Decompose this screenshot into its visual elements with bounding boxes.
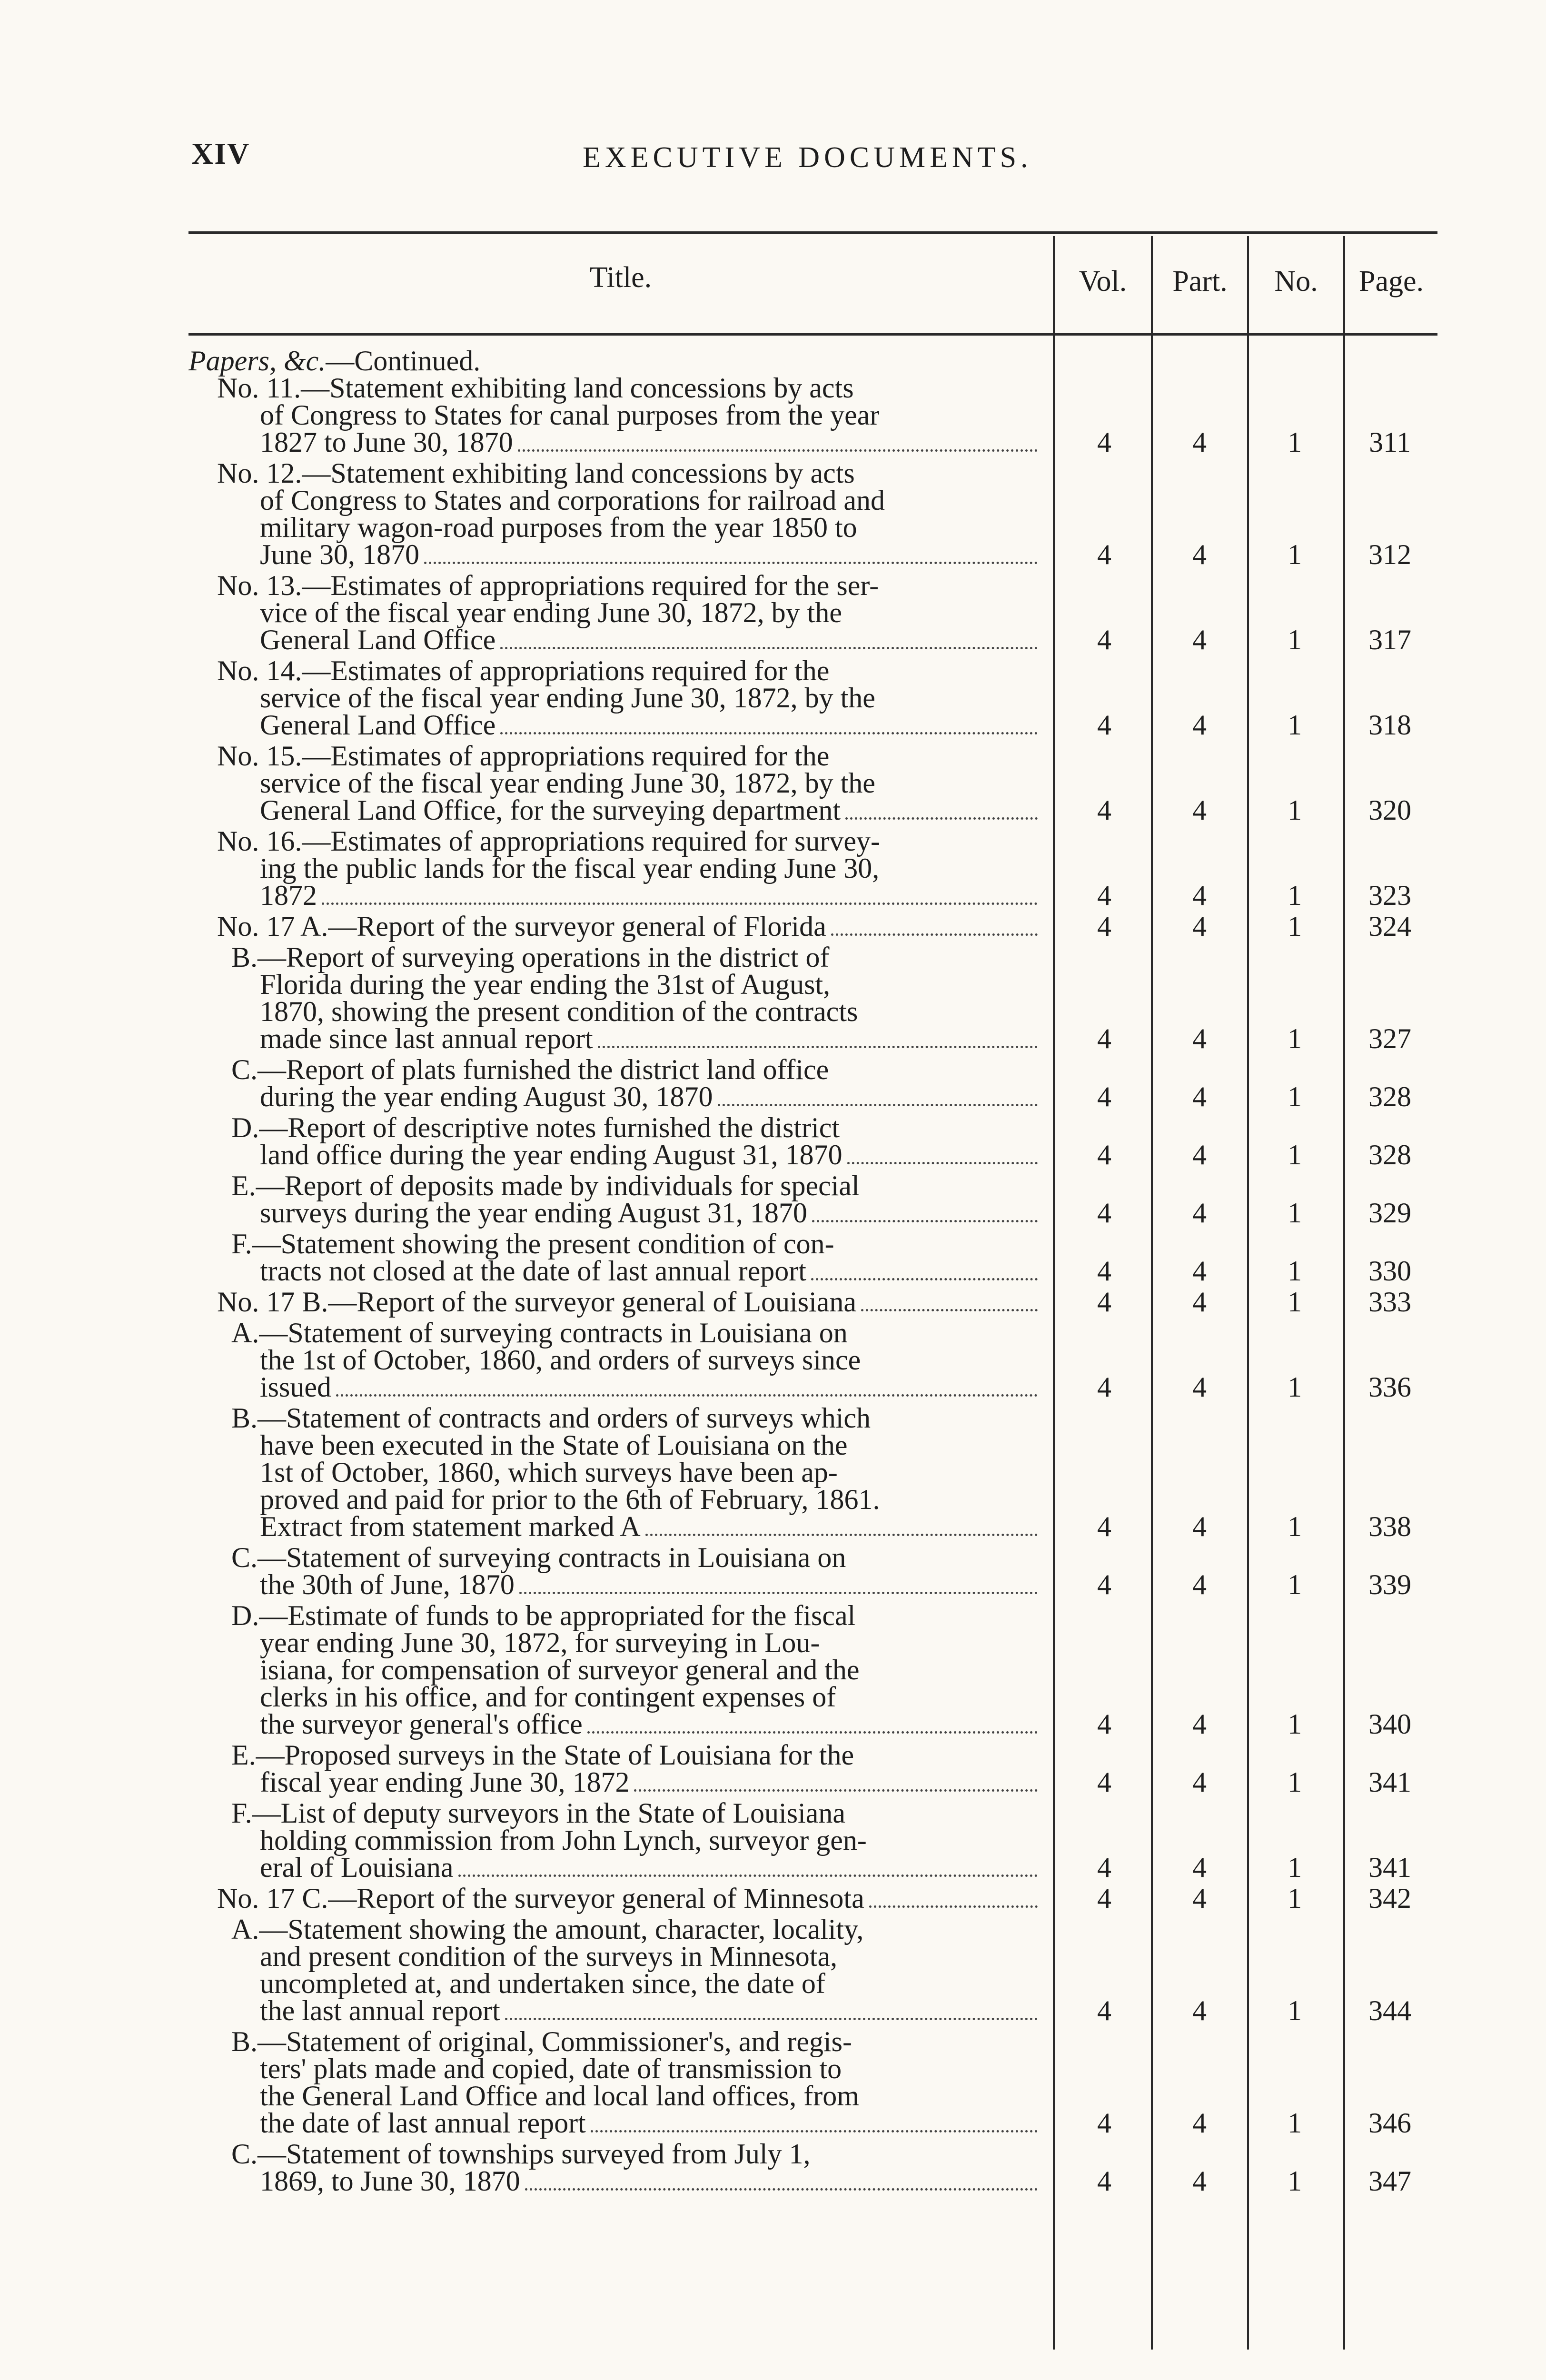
entry-title <box>188 1056 1040 1111</box>
entry-last-line <box>188 2107 1040 2139</box>
table-row <box>188 572 1437 654</box>
entry-title <box>188 1114 1040 1169</box>
cell-page: 341 <box>1368 1766 1411 1798</box>
entry-title <box>188 1544 1040 1599</box>
entry-last-line <box>188 541 1040 569</box>
cell-page: 328 <box>1368 1081 1411 1112</box>
entry-line: military wagon-road purposes from the year 1850 to <box>260 512 857 543</box>
leader-dots <box>598 1046 1038 1048</box>
entry-title <box>188 740 1040 826</box>
cell-page: 346 <box>1368 2107 1411 2139</box>
entry-line: F.—List of deputy surveyors in the State of Louisiana <box>231 1797 845 1829</box>
entry-line: service of the fiscal year ending June 30, 1872, by the <box>260 767 875 799</box>
entry-line: D.—Estimate of funds to be appropriated for the fiscal <box>231 1600 856 1631</box>
cell-page: 338 <box>1368 1511 1411 1542</box>
entry-line: C.—Statement of surveying contracts in Louisiana on <box>231 1542 846 1573</box>
entry-last-text: the last annual report <box>260 1995 500 2026</box>
entry-last-text: eral of Louisiana <box>260 1852 454 1883</box>
entry-last-text: General Land Office <box>260 624 496 655</box>
cell-part: 4 <box>1192 426 1207 458</box>
leader-dots <box>634 1789 1038 1792</box>
leader-dots <box>869 1905 1038 1908</box>
leader-dots <box>861 1309 1038 1311</box>
entry-line: the General Land Office and local land offices, from <box>260 2080 859 2112</box>
entry-line: F.—Statement showing the present condition of con- <box>231 1228 834 1259</box>
leader-dots <box>505 2018 1038 2020</box>
leader-dots <box>519 1592 1038 1594</box>
entry-line: No. 12.—Statement exhibiting land concessions by acts <box>217 457 855 489</box>
leader-dots <box>500 732 1038 734</box>
cell-page: 333 <box>1368 1286 1411 1318</box>
cell-part: 4 <box>1192 1766 1207 1798</box>
cell-page: 342 <box>1368 1883 1411 1914</box>
entry-line: No. 14.—Estimates of appropriations required for the <box>217 655 830 686</box>
entry-title <box>188 657 1040 739</box>
entry-last-text: No. 17 B.—Report of the surveyor general of Louisiana <box>217 1286 856 1318</box>
table-row <box>188 657 1437 739</box>
entry-last-text: General Land Office <box>260 709 496 741</box>
header-vol: Vol. <box>1079 265 1127 298</box>
page-number: XIV <box>191 137 250 170</box>
cell-part: 4 <box>1192 709 1207 741</box>
entry-last-line <box>188 1025 1040 1053</box>
entry-title <box>188 1286 1040 1318</box>
entry-line: isiana, for compensation of surveyor general and the <box>260 1654 860 1686</box>
entry-title <box>188 572 1040 654</box>
entry-line: uncompleted at, and undertaken since, the date of <box>260 1968 825 1999</box>
table-row <box>188 1056 1437 1111</box>
entry-last-line <box>188 626 1040 654</box>
cell-part: 4 <box>1192 1023 1207 1054</box>
cell-no: 1 <box>1288 1371 1302 1403</box>
table-row <box>188 1602 1437 1738</box>
cell-no: 1 <box>1288 426 1302 458</box>
entry-title <box>188 2028 1040 2137</box>
entry-line: year ending June 30, 1872, for surveying in Lou- <box>260 1627 820 1658</box>
header-no: No. <box>1274 265 1318 298</box>
cell-vol: 4 <box>1097 709 1111 741</box>
entry-line: No. 16.—Estimates of appropriations required for survey- <box>217 825 880 857</box>
entry-last-text: issued <box>260 1371 331 1403</box>
table-row <box>188 1739 1437 1798</box>
entry-last-line <box>188 1885 1040 1913</box>
section-label <box>188 347 480 375</box>
entry-line: clerks in his office, and for contingent expenses of <box>260 1681 836 1713</box>
entry-last-line <box>188 2165 1040 2197</box>
entry-last-line <box>188 794 1040 826</box>
entry-title <box>188 1319 1040 1401</box>
cell-page: 336 <box>1368 1371 1411 1403</box>
table-row <box>188 825 1437 911</box>
entry-line: vice of the fiscal year ending June 30, 1872, by the <box>260 597 842 628</box>
cell-page: 323 <box>1368 880 1411 911</box>
cell-part: 4 <box>1192 1197 1207 1229</box>
cell-vol: 4 <box>1097 1883 1111 1914</box>
cell-part: 4 <box>1192 1883 1207 1914</box>
entry-last-text: No. 17 A.—Report of the surveyor general of Florida <box>217 911 826 942</box>
entry-line: A.—Statement showing the amount, character, locality, <box>231 1914 864 1945</box>
entry-last-line <box>188 426 1040 458</box>
cell-no: 1 <box>1288 1511 1302 1542</box>
entry-last-text: June 30, 1870 <box>260 539 419 570</box>
cell-no: 1 <box>1288 1286 1302 1318</box>
cell-vol: 4 <box>1097 539 1111 570</box>
entry-title <box>188 913 1040 941</box>
entry-last-line <box>188 709 1040 741</box>
cell-part: 4 <box>1192 1371 1207 1403</box>
cell-part: 4 <box>1192 794 1207 826</box>
entry-last-text: made since last annual report <box>260 1023 593 1054</box>
leader-dots <box>831 933 1038 936</box>
entry-last-text: 1827 to June 30, 1870 <box>260 426 513 458</box>
entry-last-line <box>188 1197 1040 1229</box>
entry-title <box>188 2138 1040 2197</box>
cell-vol: 4 <box>1097 1023 1111 1054</box>
cell-no: 1 <box>1288 1255 1302 1287</box>
table-row <box>188 913 1437 940</box>
header-page: Page. <box>1358 265 1424 298</box>
leader-dots <box>322 902 1038 905</box>
entry-last-text: 1869, to June 30, 1870 <box>260 2165 520 2197</box>
table-row <box>188 2138 1437 2197</box>
cell-page: 344 <box>1368 1995 1411 2026</box>
cell-part: 4 <box>1192 1139 1207 1170</box>
entry-line: A.—Statement of surveying contracts in Louisiana on <box>231 1317 848 1349</box>
entry-line: ing the public lands for the fiscal year ending June 30, <box>260 853 880 884</box>
table-row <box>188 1172 1437 1227</box>
cell-part: 4 <box>1192 1081 1207 1112</box>
cell-no: 1 <box>1288 1708 1302 1740</box>
cell-page: 327 <box>1368 1023 1411 1054</box>
entry-line: holding commission from John Lynch, surveyor gen- <box>260 1825 867 1856</box>
entry-line: B.—Report of surveying operations in the district of <box>231 942 830 973</box>
leader-dots <box>591 2130 1038 2132</box>
cell-vol: 4 <box>1097 624 1111 655</box>
cell-no: 1 <box>1288 880 1302 911</box>
cell-no: 1 <box>1288 1197 1302 1229</box>
entry-title <box>188 457 1040 570</box>
entry-last-text: General Land Office, for the surveying department <box>260 794 841 826</box>
table-row <box>188 1230 1437 1285</box>
entry-last-line <box>188 1571 1040 1599</box>
leader-dots <box>500 647 1038 649</box>
table-row <box>188 1797 1437 1883</box>
leader-dots <box>812 1220 1038 1222</box>
cell-no: 1 <box>1288 1569 1302 1600</box>
cell-no: 1 <box>1288 1883 1302 1914</box>
entry-last-text: the surveyor general's office <box>260 1708 583 1740</box>
entry-line: D.—Report of descriptive notes furnished the district <box>231 1112 840 1143</box>
leader-dots <box>336 1394 1038 1397</box>
entry-line: No. 13.—Estimates of appropriations required for the ser- <box>217 570 879 601</box>
entry-line: No. 15.—Estimates of appropriations required for the <box>217 740 830 772</box>
cell-vol: 4 <box>1097 911 1111 942</box>
entry-last-line <box>188 1513 1040 1541</box>
table-header-rule <box>188 333 1437 336</box>
entry-title <box>188 372 1040 458</box>
entry-last-line <box>188 882 1040 910</box>
entry-last-text: land office during the year ending August 31, 1870 <box>260 1139 842 1170</box>
cell-part: 4 <box>1192 2165 1207 2197</box>
entry-line: B.—Statement of original, Commissioner's, and regis- <box>231 2026 852 2057</box>
entry-title <box>188 1230 1040 1285</box>
leader-dots <box>518 449 1038 452</box>
entry-last-line <box>188 1708 1040 1740</box>
cell-no: 1 <box>1288 911 1302 942</box>
cell-no: 1 <box>1288 539 1302 570</box>
cell-part: 4 <box>1192 1708 1207 1740</box>
cell-vol: 4 <box>1097 1371 1111 1403</box>
cell-no: 1 <box>1288 1852 1302 1883</box>
running-head: EXECUTIVE DOCUMENTS. <box>583 141 1032 174</box>
table-row <box>188 1544 1437 1598</box>
cell-page: 329 <box>1368 1197 1411 1229</box>
leader-dots <box>645 1534 1038 1536</box>
cell-vol: 4 <box>1097 2165 1111 2197</box>
cell-vol: 4 <box>1097 1995 1111 2026</box>
cell-page: 341 <box>1368 1852 1411 1883</box>
entry-line: B.—Statement of contracts and orders of surveys which <box>231 1402 871 1434</box>
entry-title <box>188 825 1040 911</box>
entry-line: No. 11.—Statement exhibiting land concessions by acts <box>217 372 854 404</box>
cell-part: 4 <box>1192 880 1207 911</box>
entry-line: proved and paid for prior to the 6th of February, 1861. <box>260 1484 880 1515</box>
entry-line: Florida during the year ending the 31st of August, <box>260 969 831 1000</box>
entry-title <box>188 944 1040 1053</box>
entry-line: have been executed in the State of Louisiana on the <box>260 1429 848 1461</box>
cell-page: 318 <box>1368 709 1411 741</box>
cell-vol: 4 <box>1097 794 1111 826</box>
entry-line: and present condition of the surveys in Minnesota, <box>260 1941 838 1972</box>
entry-last-text: the 30th of June, 1870 <box>260 1569 515 1600</box>
cell-vol: 4 <box>1097 1255 1111 1287</box>
leader-dots <box>847 1162 1038 1164</box>
entry-last-text: Extract from statement marked A <box>260 1511 641 1542</box>
entry-title <box>188 1916 1040 2025</box>
entry-last-line <box>188 1371 1040 1403</box>
header-title: Title. <box>589 261 652 294</box>
table-row <box>188 2028 1437 2137</box>
table-row <box>188 1286 1437 1318</box>
cell-vol: 4 <box>1097 1852 1111 1883</box>
leader-dots <box>424 562 1038 564</box>
entry-last-text: during the year ending August 30, 1870 <box>260 1081 713 1112</box>
entry-last-line <box>188 1997 1040 2025</box>
entry-line: ters' plats made and copied, date of transmission to <box>260 2053 842 2084</box>
cell-vol: 4 <box>1097 1081 1111 1112</box>
cell-vol: 4 <box>1097 1708 1111 1740</box>
cell-part: 4 <box>1192 2107 1207 2139</box>
entry-title <box>188 1602 1040 1738</box>
leader-dots <box>845 817 1038 820</box>
section-label-name: Papers, &c. <box>188 345 326 377</box>
entry-last-line <box>188 1766 1040 1798</box>
cell-page: 347 <box>1368 2165 1411 2197</box>
cell-vol: 4 <box>1097 880 1111 911</box>
cell-page: 312 <box>1368 539 1411 570</box>
entry-last-line <box>188 913 1040 941</box>
table-row <box>188 944 1437 1052</box>
cell-vol: 4 <box>1097 426 1111 458</box>
cell-vol: 4 <box>1097 1197 1111 1229</box>
entry-last-line <box>188 1083 1040 1111</box>
cell-vol: 4 <box>1097 1569 1111 1600</box>
cell-no: 1 <box>1288 2165 1302 2197</box>
cell-part: 4 <box>1192 1286 1207 1318</box>
cell-no: 1 <box>1288 709 1302 741</box>
entry-last-text: tracts not closed at the date of last annual report <box>260 1255 806 1287</box>
leader-dots <box>525 2188 1038 2191</box>
entry-last-line <box>188 1141 1040 1169</box>
cell-part: 4 <box>1192 1569 1207 1600</box>
cell-no: 1 <box>1288 1995 1302 2026</box>
leader-dots <box>587 1731 1038 1734</box>
entry-title <box>188 1739 1040 1798</box>
entry-line: 1st of October, 1860, which surveys have been ap- <box>260 1457 838 1488</box>
cell-page: 340 <box>1368 1708 1411 1740</box>
cell-part: 4 <box>1192 1511 1207 1542</box>
entry-last-text: fiscal year ending June 30, 1872 <box>260 1766 630 1798</box>
cell-page: 317 <box>1368 624 1411 655</box>
cell-vol: 4 <box>1097 1139 1111 1170</box>
cell-part: 4 <box>1192 1852 1207 1883</box>
table-row <box>188 1114 1437 1169</box>
table-body <box>188 347 1437 2347</box>
cell-part: 4 <box>1192 911 1207 942</box>
leader-dots <box>718 1104 1038 1106</box>
cell-vol: 4 <box>1097 2107 1111 2139</box>
entry-last-text: No. 17 C.—Report of the surveyor general of Minnesota <box>217 1883 864 1914</box>
entry-line: 1870, showing the present condition of the contracts <box>260 996 858 1027</box>
cell-vol: 4 <box>1097 1286 1111 1318</box>
table-row <box>188 1916 1437 2024</box>
entry-last-text: surveys during the year ending August 31, 1870 <box>260 1197 807 1229</box>
entry-title <box>188 1172 1040 1227</box>
table-row <box>188 1402 1437 1542</box>
entry-last-line <box>188 1286 1040 1318</box>
cell-page: 339 <box>1368 1569 1411 1600</box>
entry-title <box>188 1797 1040 1883</box>
table-row <box>188 740 1437 826</box>
cell-no: 1 <box>1288 1139 1302 1170</box>
entry-line: E.—Proposed surveys in the State of Louisiana for the <box>231 1739 854 1771</box>
cell-page: 320 <box>1368 794 1411 826</box>
cell-no: 1 <box>1288 624 1302 655</box>
cell-part: 4 <box>1192 624 1207 655</box>
cell-page: 311 <box>1369 426 1411 458</box>
entry-line: the 1st of October, 1860, and orders of surveys since <box>260 1344 861 1376</box>
table-row <box>188 1885 1437 1912</box>
entry-line: of Congress to States for canal purposes from the year <box>260 399 880 431</box>
cell-page: 324 <box>1368 911 1411 942</box>
cell-no: 1 <box>1288 794 1302 826</box>
entry-line: C.—Report of plats furnished the district land office <box>231 1054 829 1085</box>
header-part: Part. <box>1172 265 1228 298</box>
cell-no: 1 <box>1288 1023 1302 1054</box>
cell-vol: 4 <box>1097 1766 1111 1798</box>
cell-no: 1 <box>1288 2107 1302 2139</box>
cell-part: 4 <box>1192 539 1207 570</box>
entry-last-line <box>188 1854 1040 1882</box>
entry-line: C.—Statement of townships surveyed from July 1, <box>231 2138 811 2170</box>
entry-last-line <box>188 1255 1040 1287</box>
entry-line: of Congress to States and corporations for railroad and <box>260 485 885 516</box>
cell-no: 1 <box>1288 1081 1302 1112</box>
table-row <box>188 457 1437 570</box>
table-row <box>188 372 1437 458</box>
entry-line: E.—Report of deposits made by individuals for special <box>231 1170 860 1201</box>
entry-line: service of the fiscal year ending June 30, 1872, by the <box>260 682 875 714</box>
leader-dots <box>458 1874 1038 1877</box>
table-row <box>188 1319 1437 1401</box>
cell-part: 4 <box>1192 1255 1207 1287</box>
cell-vol: 4 <box>1097 1511 1111 1542</box>
table-top-rule <box>188 231 1437 234</box>
cell-page: 330 <box>1368 1255 1411 1287</box>
leader-dots <box>811 1278 1038 1280</box>
cell-no: 1 <box>1288 1766 1302 1798</box>
cell-page: 328 <box>1368 1139 1411 1170</box>
entry-last-text: the date of last annual report <box>260 2107 586 2139</box>
cell-part: 4 <box>1192 1995 1207 2026</box>
entry-title <box>188 1402 1040 1542</box>
entry-last-text: 1872 <box>260 880 317 911</box>
section-label-suffix: —Continued. <box>326 345 481 377</box>
entry-title <box>188 1885 1040 1913</box>
